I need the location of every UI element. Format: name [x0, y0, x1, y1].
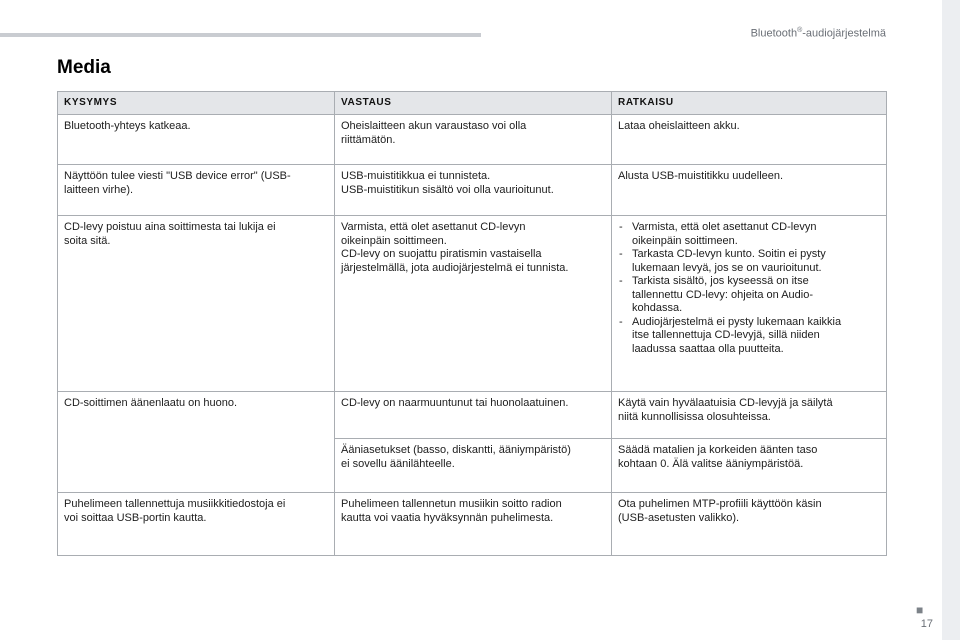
- list-item: [618, 248, 880, 275]
- table-row: [58, 216, 887, 392]
- cell-line: oikeinpäin soittimeen.: [341, 234, 447, 247]
- question-cell: [58, 165, 335, 216]
- table-row: [58, 493, 887, 556]
- cell-line: järjestelmällä, jota audiojärjestelmä ei tunnista.: [341, 261, 569, 274]
- cell-line: Puhelimeen tallennettuja musiikkitiedostoja ei: [64, 498, 286, 510]
- page-number: 17: [920, 618, 933, 630]
- solution-cell: [612, 439, 887, 493]
- answer-cell: [335, 392, 612, 439]
- answer-cell: [335, 216, 612, 392]
- cell-line: oikeinpäin soittimeen.: [632, 234, 738, 247]
- cell-line: Varmista, että olet asettanut CD-levyn: [341, 221, 526, 233]
- list-item: [618, 316, 880, 357]
- question-cell: [58, 216, 335, 392]
- running-header-title: Bluetooth: [750, 27, 798, 40]
- cell-line: voi soittaa USB-portin kautta.: [64, 511, 207, 524]
- cell-line: kautta voi vaatia hyväksynnän puhelimesta.: [341, 511, 554, 524]
- list-item: [618, 221, 880, 248]
- cell-line: ei sovellu äänilähteelle.: [341, 457, 455, 470]
- cell-line: Bluetooth-yhteys katkeaa.: [64, 120, 191, 132]
- cell-line: - Tarkasta CD-levyn kunto. Soitin ei pysty: [632, 248, 826, 260]
- cell-line: CD-soittimen äänenlaatu on huono.: [64, 397, 238, 409]
- cell-line: CD-levy on naarmuuntunut tai huonolaatuinen.: [341, 397, 569, 409]
- cell-line: Puhelimeen tallennetun musiikin soitto radion: [341, 498, 562, 510]
- cell-line: Alusta USB-muistitikku uudelleen.: [618, 170, 784, 182]
- running-header-title-rest: -audiojärjestelmä: [802, 27, 886, 40]
- solution-cell: [612, 165, 887, 216]
- solution-cell: [612, 493, 887, 556]
- solution-cell: [612, 392, 887, 439]
- question-cell: [58, 115, 335, 165]
- header-rule: [0, 33, 481, 37]
- cell-line: CD-levy poistuu aina soittimesta tai lukija ei: [64, 221, 276, 233]
- question-cell: [58, 392, 335, 493]
- cell-line: CD-levy on suojattu piratismin vastaisella: [341, 248, 542, 260]
- column-header-answer: VASTAUS: [335, 92, 612, 115]
- cell-line: Ota puhelimen MTP-profiili käyttöön käsin: [618, 498, 822, 510]
- cell-line: USB-muistitikun sisältö voi olla vaurioitunut.: [341, 183, 554, 196]
- cell-line: Näyttöön tulee viesti "USB device error" (USB-: [64, 170, 291, 182]
- cell-line: soita sitä.: [64, 234, 111, 247]
- cell-line: kohdassa.: [632, 302, 683, 314]
- cell-line: Ääniasetukset (basso, diskantti, ääniympäristö): [341, 444, 571, 456]
- running-header: [690, 27, 886, 40]
- page-marker-icon: ■: [916, 603, 924, 617]
- cell-line: USB-muistitikkua ei tunnisteta.: [341, 170, 491, 182]
- page-edge-band: [942, 0, 960, 640]
- cell-line: Käytä vain hyvälaatuisia CD-levyjä ja säilytä: [618, 397, 833, 409]
- cell-line: Oheislaitteen akun varaustaso voi olla: [341, 120, 527, 132]
- question-cell: [58, 493, 335, 556]
- cell-line: - Audiojärjestelmä ei pysty lukemaan kaikkia: [632, 315, 842, 328]
- table-row: [58, 392, 887, 439]
- table-row: [58, 115, 887, 165]
- column-header-question: KYSYMYS: [58, 92, 335, 115]
- cell-line: Lataa oheislaitteen akku.: [618, 120, 740, 132]
- table-header-row: [58, 92, 887, 115]
- cell-line: tallennettu CD-levy: ohjeita on Audio-: [632, 288, 813, 301]
- cell-line: lukemaan levyä, jos se on vaurioitunut.: [632, 261, 822, 274]
- list-item: [618, 275, 880, 316]
- column-header-solution: RATKAISU: [612, 92, 887, 115]
- answer-cell: [335, 493, 612, 556]
- table-row: [58, 165, 887, 216]
- solution-cell: [612, 115, 887, 165]
- cell-line: laitteen virhe).: [64, 183, 134, 196]
- solution-cell: [612, 216, 887, 392]
- cell-line: kohtaan 0. Älä valitse ääniympäristöä.: [618, 457, 804, 470]
- registered-mark: ®: [797, 27, 803, 34]
- page-title: Media: [57, 57, 111, 78]
- cell-line: laadussa saattaa olla puutteita.: [632, 342, 784, 355]
- cell-line: riittämätön.: [341, 133, 396, 146]
- cell-line: - Tarkista sisältö, jos kyseessä on itse: [632, 275, 809, 287]
- cell-line: Säädä matalien ja korkeiden äänten taso: [618, 444, 818, 456]
- cell-line: itse tallennettuja CD-levyjä, sillä niiden: [632, 329, 820, 341]
- cell-line: - Varmista, että olet asettanut CD-levyn: [632, 221, 817, 233]
- faq-table: [57, 91, 887, 556]
- cell-line: niitä kunnollisissa olosuhteissa.: [618, 410, 771, 423]
- cell-line: (USB-asetusten valikko).: [618, 511, 740, 524]
- answer-cell: [335, 439, 612, 493]
- answer-cell: [335, 115, 612, 165]
- solution-list: [618, 221, 880, 356]
- answer-cell: [335, 165, 612, 216]
